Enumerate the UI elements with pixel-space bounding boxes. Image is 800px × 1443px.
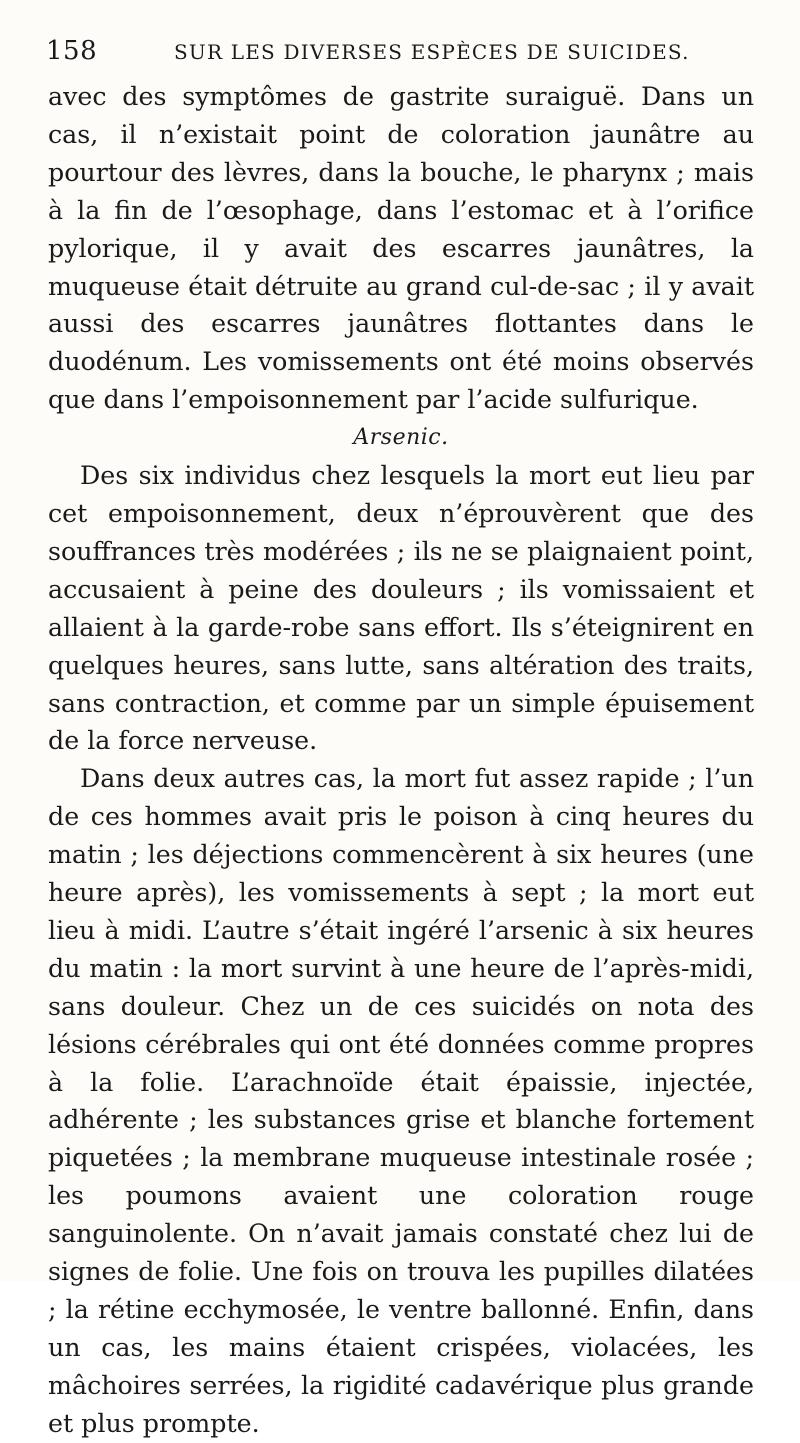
page-number: 158 — [46, 36, 98, 66]
paragraph-continued: avec des symptômes de gastrite suraiguë. Dans un cas, il n’existait point de coloration jaunâtre au pourtour des lèvres, dans la bouche, le pharynx ; mais à la fin de l’œsophage, dans l’estomac et à l’orifice pylorique, il y avait des escarres jaunâtres, la muqueuse était détruite au grand cul-de-sac ; il y avait aussi des escarres jaunâtres flottantes dans le duodénum. Les vomissements ont été moins observés que dans l’empoisonnement par l’acide sulfurique. — [48, 82, 754, 415]
page-body — [48, 78, 754, 1443]
running-title: SUR LES DIVERSES ESPÈCES DE SUICIDES. — [174, 40, 690, 64]
page-header — [46, 36, 754, 64]
paragraph-arsenic-2: Dans deux autres cas, la mort fut assez rapide ; l’un de ces hommes avait pris le poison à cinq heures du matin ; les déjections commencèrent à six heures (une heure après), les vomissements à sept ; la mort eut lieu à midi. L’autre s’était ingéré l’arsenic à six heures du matin : la mort survint à une heure de l’après-midi, sans douleur. Chez un de ces suicidés on nota des lésions cérébrales qui ont été données comme propres à la folie. L’arachnoïde était épaissie, injectée, adhérente ; les substances grise et blanche fortement piquetées ; la membrane muqueuse intestinale rosée ; les poumons avaient une coloration rouge sanguinolente. On n’avait jamais constaté chez lui de signes de folie. Une fois on trouva les pupilles dilatées ; la rétine ecchymosée, le ventre ballonné. Enfin, dans un cas, les mains étaient crispées, violacées, les mâchoires serrées, la rigidité cadavérique plus grande et plus prompte. — [48, 764, 754, 1438]
paragraph-arsenic-1: Des six individus chez lesquels la mort eut lieu par cet empoisonnement, deux n’éprouvèrent que des souffrances très modérées ; ils ne se plaignaient point, accusaient à peine des douleurs ; ils vomissaient et allaient à la garde-robe sans effort. Ils s’éteignirent en quelques heures, sans lutte, sans altération des traits, sans contraction, et comme par un simple épuisement de la force nerveuse. — [48, 461, 754, 756]
section-title-arsenic: Arsenic. — [353, 425, 449, 451]
